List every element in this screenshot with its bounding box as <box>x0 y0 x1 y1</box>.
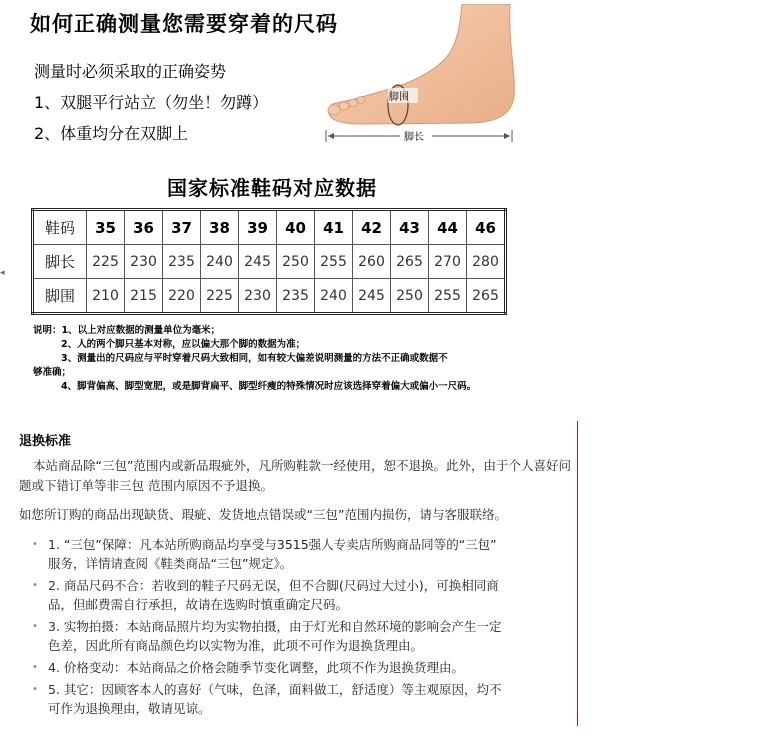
table-cell: 225 <box>87 245 125 279</box>
table-cell: 255 <box>315 245 353 279</box>
item-heading: 价格变动： <box>63 660 127 675</box>
table-cell: 260 <box>353 245 391 279</box>
bullet-icon: • <box>32 662 38 673</box>
row-header: 脚围 <box>33 279 87 314</box>
foot-measurement-illustration <box>322 4 518 146</box>
item-text: 色差，因此所有商品颜色均以实物为准，此项不可作为退换货理由。 <box>48 638 424 653</box>
table-cell: 245 <box>239 245 277 279</box>
item-heading: 其它： <box>63 682 102 697</box>
bullet-icon: • <box>32 539 38 550</box>
list-item <box>32 680 572 718</box>
table-cell: 41 <box>315 210 353 245</box>
item-number: 1. <box>48 537 60 552</box>
list-item <box>32 576 572 614</box>
table-cell: 35 <box>87 210 125 245</box>
posture-heading: 测量时必须采取的正确姿势 <box>34 62 227 81</box>
posture-step-2: 2、体重均分在双脚上 <box>34 124 189 143</box>
item-heading: “三包”保障： <box>63 537 140 552</box>
table-cell: 220 <box>163 279 201 314</box>
table-cell: 250 <box>277 245 315 279</box>
table-row-foot-girth <box>33 279 506 314</box>
item-text: 若收到的鞋子尺码无误，但不合脚(尺码过大过小)，可换相同商 <box>151 578 499 593</box>
table-cell: 240 <box>201 245 239 279</box>
table-row-foot-length <box>33 245 506 279</box>
posture-step-1: 1、双腿平行站立（勿坐！勿蹲） <box>34 93 269 112</box>
bullet-icon: • <box>32 621 38 632</box>
table-cell: 270 <box>429 245 467 279</box>
table-cell: 225 <box>201 279 239 314</box>
length-label: 脚长 <box>404 132 424 143</box>
table-cell: 240 <box>315 279 353 314</box>
note-line: 够准确； <box>33 367 72 378</box>
edge-arrow-glyph: ◂ <box>0 268 5 278</box>
table-cell: 280 <box>467 245 506 279</box>
item-text: 本站商品照片均为实物拍摄，由于灯光和自然环境的影响会产生一定 <box>126 619 502 634</box>
policy-paragraph-1: 本站商品除“三包”范围内或新品瑕疵外，凡所购鞋款一经使用，恕不退换。此外，由于个人喜好问题或下错订单等非三包 范围内原因不予退换。 <box>19 458 571 493</box>
list-item <box>32 617 572 655</box>
table-cell: 37 <box>163 210 201 245</box>
table-cell: 215 <box>125 279 163 314</box>
list-item <box>32 658 572 677</box>
size-table-title: 国家标准鞋码对应数据 <box>167 176 377 200</box>
item-text: 本站商品之价格会随季节变化调整，此项不作为退换货理由。 <box>126 660 464 675</box>
policy-list <box>32 535 572 721</box>
item-text: 凡本站所购商品均享受与3515强人专卖店所购商品同等的“三包” <box>139 537 497 552</box>
table-cell: 265 <box>467 279 506 314</box>
table-cell: 255 <box>429 279 467 314</box>
measurement-notes <box>33 324 563 394</box>
table-cell: 42 <box>353 210 391 245</box>
return-policy-title: 退换标准 <box>19 434 72 449</box>
table-cell: 40 <box>277 210 315 245</box>
table-cell: 210 <box>87 279 125 314</box>
table-cell: 235 <box>277 279 315 314</box>
note-line: 说明：1、以上对应数据的测量单位为毫米； <box>33 325 221 336</box>
table-cell: 36 <box>125 210 163 245</box>
table-cell: 245 <box>353 279 391 314</box>
item-text: 因顾客本人的喜好（气味，色泽，面料做工，舒适度）等主观原因，均不 <box>101 682 502 697</box>
bullet-icon: • <box>32 580 38 591</box>
item-heading: 商品尺码不合： <box>63 578 152 593</box>
table-cell: 230 <box>239 279 277 314</box>
note-line: 2、人的两个脚只基本对称，应以偏大那个脚的数据为准； <box>61 339 306 350</box>
page-title: 如何正确测量您需要穿着的尺码 <box>30 12 338 36</box>
item-text: 服务，详情请查阅《鞋类商品“三包”规定》。 <box>48 556 293 571</box>
row-header: 脚长 <box>33 245 87 279</box>
row-header: 鞋码 <box>33 210 87 245</box>
bullet-icon: • <box>32 684 38 695</box>
note-line: 3、测量出的尺码应与平时穿着尺码大致相同，如有较大偏差说明测量的方法不正确或数据不 <box>61 353 448 364</box>
table-cell: 250 <box>391 279 429 314</box>
table-cell: 39 <box>239 210 277 245</box>
item-text: 可作为退换理由，敬请见谅。 <box>48 701 211 716</box>
item-number: 5. <box>48 682 60 697</box>
item-number: 4. <box>48 660 60 675</box>
item-text: 品，但邮费需自行承担，故请在选购时慎重确定尺码。 <box>48 597 349 612</box>
shoe-size-table <box>31 208 507 315</box>
item-number: 3. <box>48 619 60 634</box>
item-heading: 实物拍摄： <box>63 619 127 634</box>
policy-paragraph-2: 如您所订购的商品出现缺货、瑕疵、发货地点错误或“三包”范围内损伤，请与客服联络。 <box>19 507 507 522</box>
table-cell: 46 <box>467 210 506 245</box>
table-cell: 44 <box>429 210 467 245</box>
note-line: 4、脚背偏高、脚型宽肥，或是脚背扁平、脚型纤瘦的特殊情况时应该选择穿着偏大或偏小一尺码。 <box>61 381 477 392</box>
list-item <box>32 535 572 573</box>
item-number: 2. <box>48 578 60 593</box>
table-cell: 43 <box>391 210 429 245</box>
table-cell: 38 <box>201 210 239 245</box>
table-cell: 235 <box>163 245 201 279</box>
table-cell: 230 <box>125 245 163 279</box>
table-row-shoe-size <box>33 210 506 245</box>
table-cell: 265 <box>391 245 429 279</box>
girth-label: 脚围 <box>389 92 409 103</box>
